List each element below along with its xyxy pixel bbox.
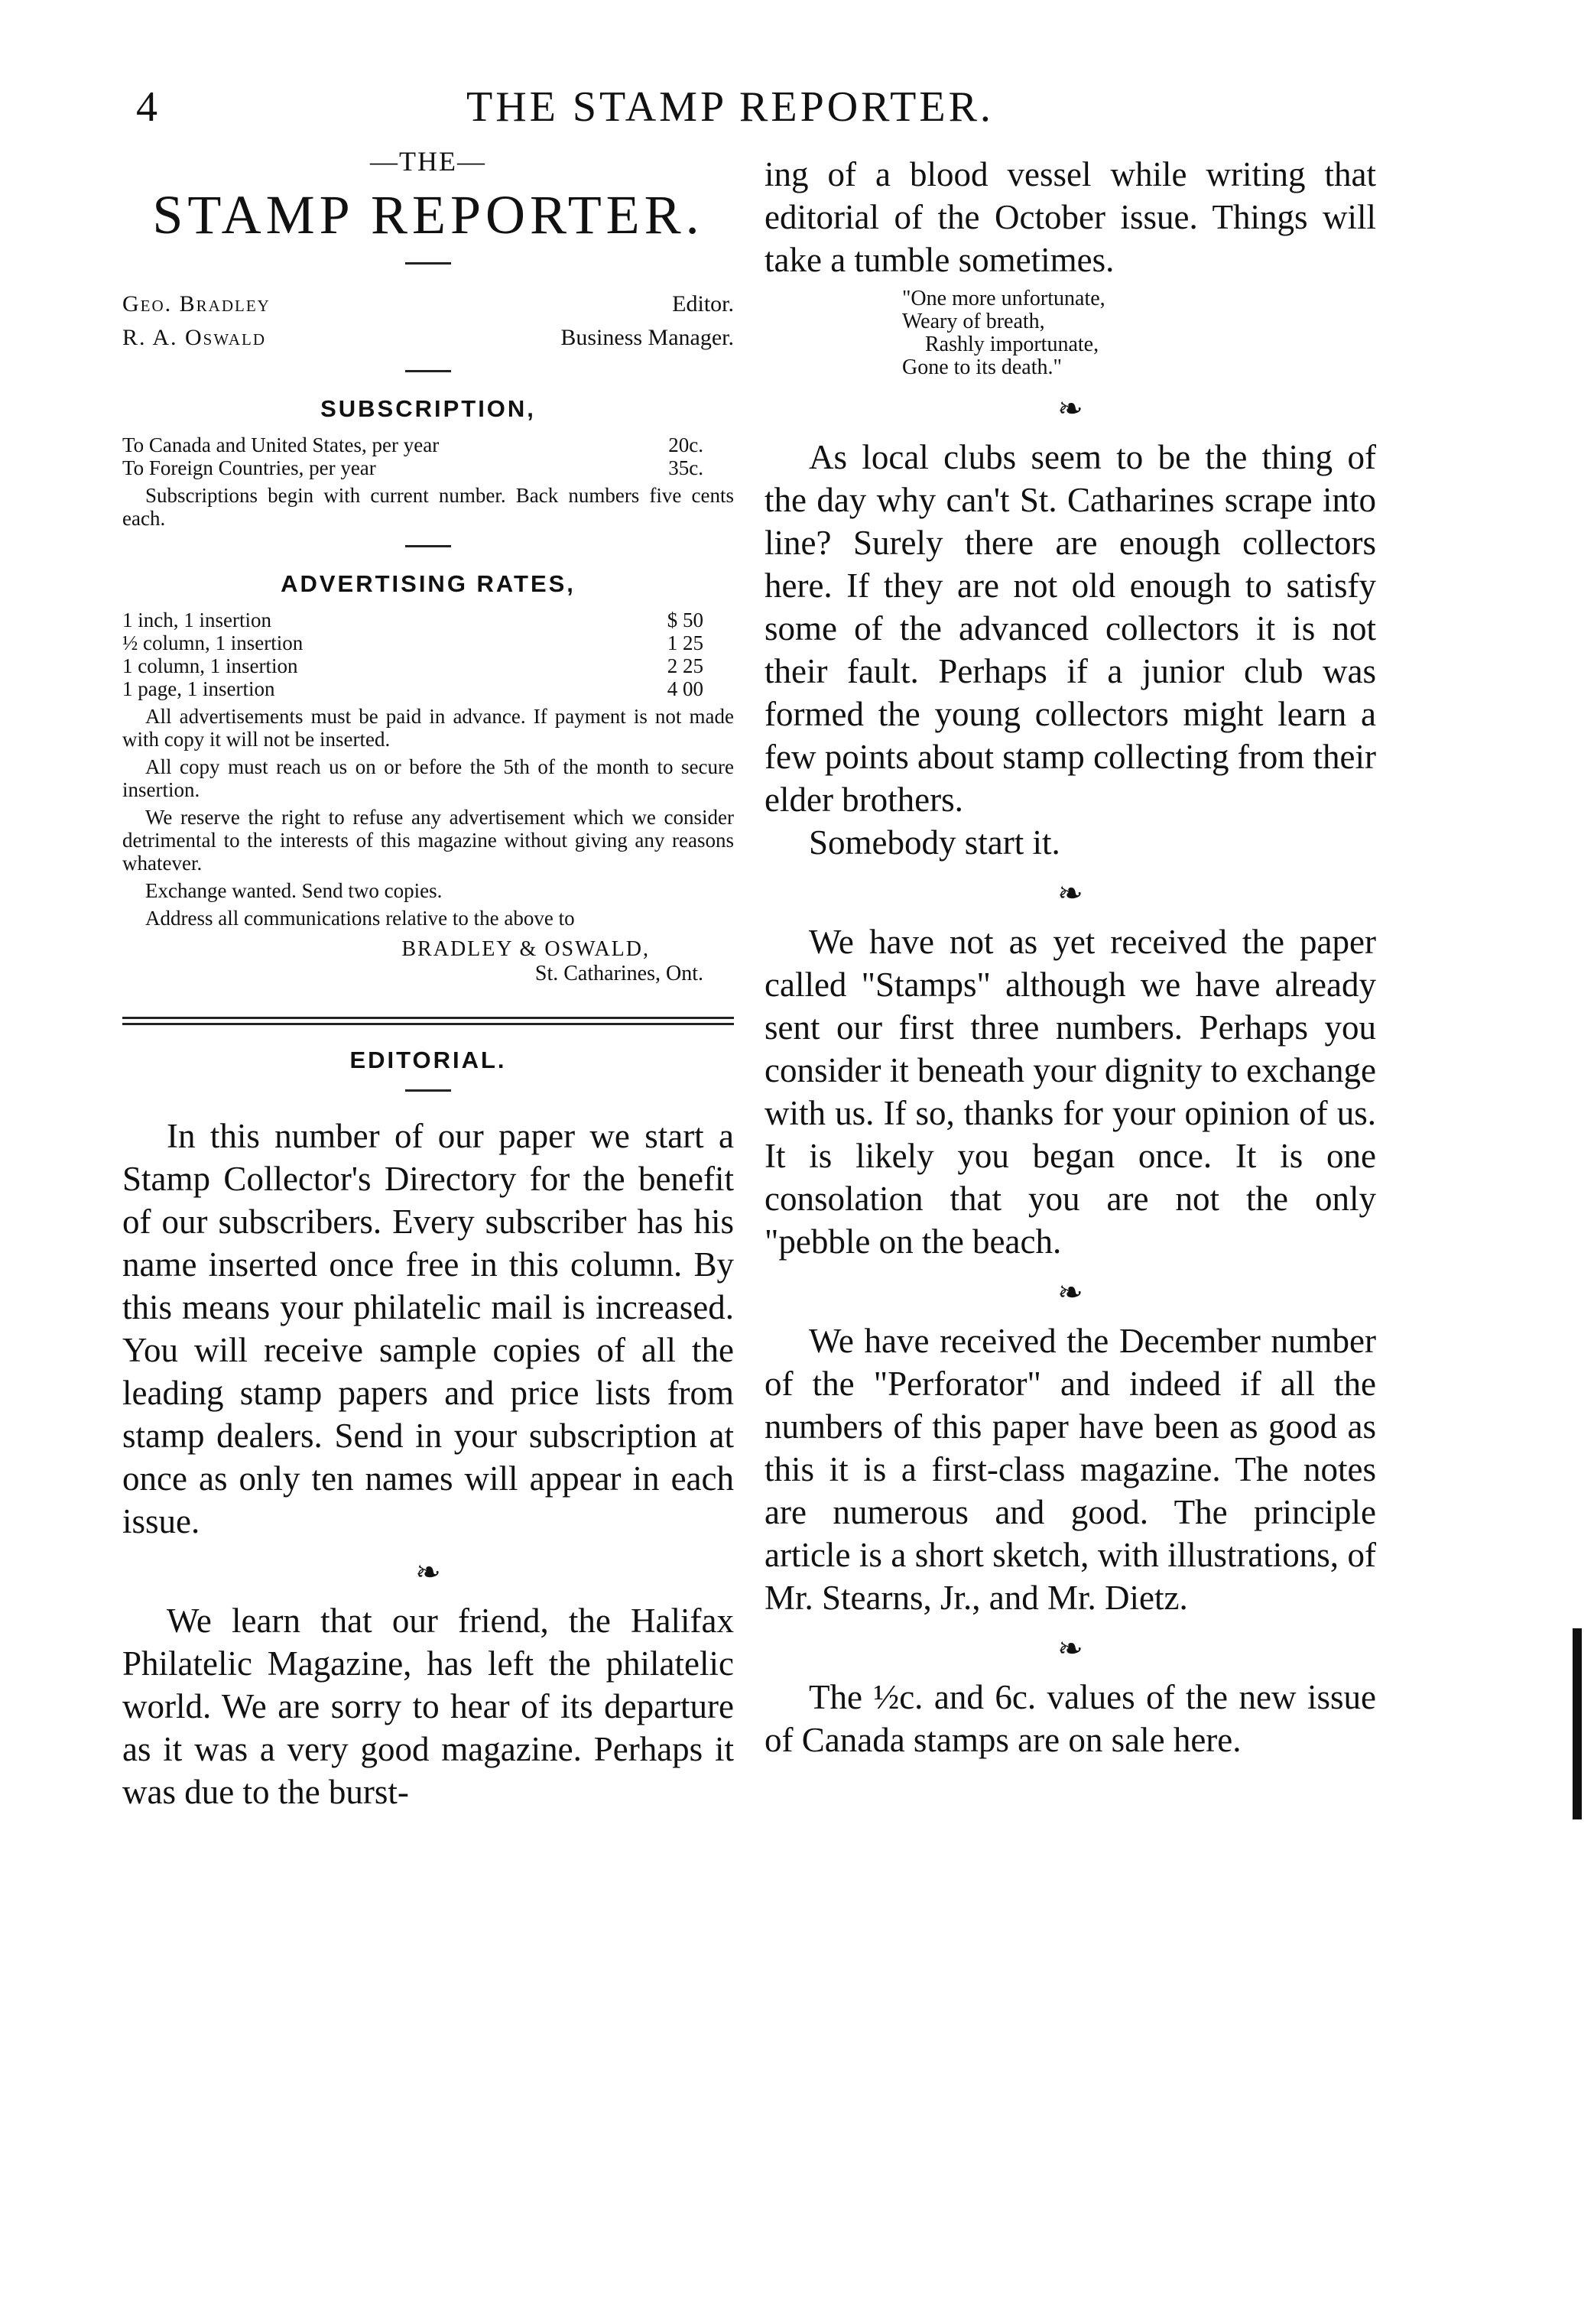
poem-line: "One more unfortunate, — [902, 287, 1105, 310]
rate-label: 1 inch, 1 insertion — [122, 609, 271, 631]
ad-note: Address all communications relative to the above to — [145, 907, 575, 930]
poem — [902, 287, 1376, 379]
rate-price: $ 50 — [667, 609, 703, 631]
divider — [405, 370, 451, 372]
ad-note: All copy must reach us on or before the 5th of the month to secure insertion. — [122, 755, 734, 801]
subscription-note: Subscriptions begin with current number. Back numbers five cents each. — [122, 484, 734, 530]
staff-name: Geo. Bradley — [122, 291, 271, 316]
ad-rate — [122, 654, 734, 677]
ad-note: Exchange wanted. Send two copies. — [145, 879, 443, 902]
paragraph: In this number of our paper we start a Stamp Collector's Directory for the benefit of our subscribers. Every subscriber has his name inserted once free in this column. By this means your philatelic mail is increased. You will receive sample copies of all the leading stamp papers and price lists from stamp dealers. Send in your subscription at once as only ten names will appear in each issue. — [122, 1117, 734, 1540]
margin-mark — [1573, 1628, 1582, 1819]
poem-line: Weary of breath, — [902, 310, 1045, 333]
rate-price: 4 00 — [667, 677, 703, 700]
rate-label: 1 page, 1 insertion — [122, 677, 275, 700]
ad-note: We reserve the right to refuse any advertisement which we consider detrimental to the interests of this magazine without giving any reasons whatever. — [122, 806, 734, 875]
staff-row — [122, 287, 734, 321]
paragraph: The ½c. and 6c. values of the new issue of Canada stamps are on sale here. — [765, 1678, 1376, 1759]
rate-label: To Canada and United States, per year — [122, 433, 440, 456]
paragraph: We have received the December number of the "Perforator" and indeed if all the numbers of this paper have been as good as this it is a first-class magazine. The notes are numerous and good. The principle article is a short sketch, with illustrations, of Mr. Stearns, Jr., and Mr. Dietz. — [765, 1322, 1376, 1617]
editorial-heading: EDITORIAL. — [349, 1047, 507, 1073]
paragraph: Somebody start it. — [809, 823, 1060, 862]
advertising-heading: ADVERTISING RATES, — [281, 570, 576, 597]
page-number: 4 — [136, 83, 157, 131]
poem-line: Rashly importunate, — [925, 333, 1099, 356]
right-column — [765, 153, 1376, 1761]
running-title: THE STAMP REPORTER. — [466, 83, 994, 131]
poem-line: Gone to its death." — [902, 355, 1062, 379]
masthead-title: STAMP REPORTER. — [152, 184, 704, 245]
subscription-heading: SUBSCRIPTION, — [320, 395, 536, 422]
ad-note: All advertisements must be paid in advance. If payment is not made with copy it will not be inserted. — [122, 705, 734, 751]
paragraph: As local clubs seem to be the thing of the day why can't St. Catharines scrape into line? Surely there are enough collectors here. If they are not old enough to satisfy some of the advanced collectors it is not their fault. Perhaps if a junior club was formed the young collectors might learn a few points about stamp collecting from their elder brothers. — [765, 438, 1376, 819]
subscription-rate — [122, 433, 734, 456]
rate-price: 2 25 — [667, 654, 703, 677]
address-name: BRADLEY & OSWALD, — [401, 937, 650, 961]
divider — [405, 1089, 451, 1092]
subscription-rate — [122, 456, 734, 479]
rate-price: 35c. — [668, 456, 703, 479]
ornament-icon: ❧ — [1057, 1275, 1083, 1310]
subscription-block — [122, 433, 734, 530]
staff-name: R. A. Oswald — [122, 325, 267, 350]
left-column — [122, 145, 734, 1813]
paragraph: We learn that our friend, the Halifax Philatelic Magazine, has left the philatelic world. We are sorry to hear of its departure as it was a very good magazine. Perhaps it was due to the burst- — [122, 1602, 734, 1811]
ad-rate — [122, 677, 734, 700]
editorial-right-text — [765, 153, 1376, 281]
ornament-icon: ❧ — [1057, 1631, 1083, 1666]
masthead-the: —THE— — [370, 146, 486, 177]
ornament-icon: ❧ — [1057, 391, 1083, 426]
rate-label: 1 column, 1 insertion — [122, 654, 298, 677]
divider — [405, 262, 451, 265]
ad-rate — [122, 609, 734, 631]
rate-price: 20c. — [668, 433, 703, 456]
rate-label: ½ column, 1 insertion — [122, 631, 304, 654]
paragraph: ing of a blood vessel while writing that editorial of the October issue. Things will take a tumble sometimes. — [765, 155, 1376, 279]
ad-rate — [122, 631, 734, 654]
rate-price: 1 25 — [667, 631, 703, 654]
divider — [405, 545, 451, 547]
rate-label: To Foreign Countries, per year — [122, 456, 376, 479]
advertising-block — [122, 609, 734, 930]
ornament-icon: ❧ — [415, 1555, 441, 1589]
staff-role: Business Manager. — [560, 325, 734, 350]
staff-row — [122, 321, 734, 355]
double-rule — [122, 1017, 734, 1025]
editorial-left-text — [122, 1115, 734, 1813]
editorial-right-body — [765, 436, 1376, 1761]
paragraph: We have not as yet received the paper called "Stamps" although we have already sent our first three numbers. Perhaps you consider it beneath your dignity to exchange with us. If so, thanks for your opinion of us. It is likely you began once. It is one consolation that you are not the only "pebble on the beach. — [765, 923, 1376, 1261]
staff-role: Editor. — [672, 291, 734, 316]
address-city: St. Catharines, Ont. — [534, 962, 703, 985]
ornament-icon: ❧ — [1057, 876, 1083, 910]
